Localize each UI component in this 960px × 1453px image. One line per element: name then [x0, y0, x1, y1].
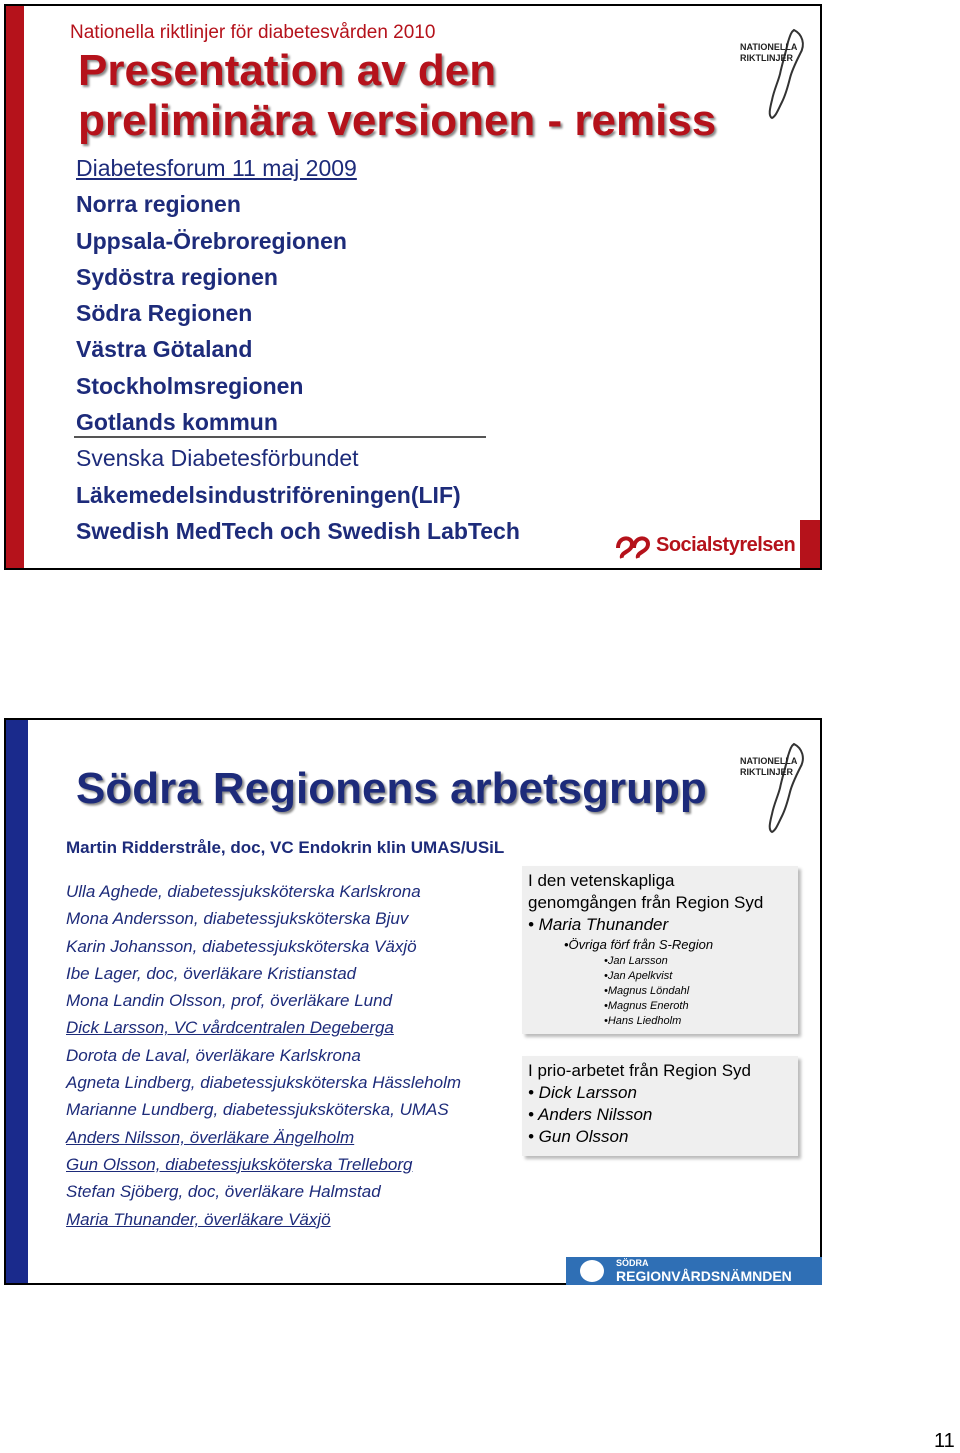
socialstyrelsen-logo — [614, 528, 796, 562]
slide-title: Södra Regionens arbetsgrupp — [76, 764, 707, 813]
list-item: Norra regionen — [76, 191, 241, 218]
list-item: Karin Johansson, diabetessjuksköterska Växjö — [66, 936, 417, 956]
prioritization-box — [522, 1056, 798, 1156]
list-item: Gun Olsson, diabetessjuksköterska Trelleborg — [66, 1154, 413, 1174]
socialstyrelsen-wordmark: Socialstyrelsen — [656, 534, 796, 556]
group-lead: Martin Ridderstråle, doc, VC Endokrin klin UMAS/USiL — [66, 838, 505, 857]
region-logo-text: SÖDRA — [616, 1258, 649, 1268]
slide-title-line2: preliminära versionen - remiss — [78, 96, 717, 145]
list-item: Diabetesforum 11 maj 2009 — [76, 155, 357, 181]
slide-presentation — [4, 4, 822, 570]
slide-corner-bar — [800, 520, 820, 568]
list-item: Maria Thunander, överläkare Växjö — [66, 1209, 331, 1229]
slide-side-bar — [6, 720, 28, 1283]
box-name: • Dick Larsson — [528, 1083, 637, 1102]
list-item: Stefan Sjöberg, doc, överläkare Halmstad — [66, 1182, 381, 1202]
list-item: Västra Götaland — [76, 336, 253, 363]
box-name: •Jan Apelkvist — [604, 970, 673, 982]
list-item: Läkemedelsindustriföreningen(LIF) — [76, 481, 461, 508]
page-number: 11 — [934, 1430, 955, 1452]
logo-text: RIKTLINJER — [740, 767, 794, 777]
nationella-riktlinjer-logo — [736, 736, 816, 836]
socialstyrelsen-emblem-icon — [614, 528, 652, 560]
list-item: Dorota de Laval, överläkare Karlskrona — [66, 1045, 361, 1065]
box-heading: I den vetenskapliga — [528, 871, 675, 890]
participant-list — [76, 150, 520, 549]
sweden-map-icon — [736, 736, 816, 836]
slide-side-bar — [6, 6, 24, 568]
box-name: • Anders Nilsson — [528, 1105, 653, 1124]
region-emblem-icon — [580, 1260, 604, 1282]
list-item: Uppsala-Örebroregionen — [76, 227, 347, 254]
list-item: Dick Larsson, VC vårdcentralen Degeberga — [66, 1018, 394, 1038]
logo-text: NATIONELLA — [740, 756, 798, 766]
box-main-name: • Maria Thunander — [528, 915, 669, 934]
scientific-review-box — [522, 866, 798, 1034]
logo-text: RIKTLINJER — [740, 53, 794, 63]
list-item: Stockholmsregionen — [76, 372, 304, 399]
list-item: Mona Andersson, diabetessjuksköterska Bjuv — [66, 909, 409, 929]
box-name: •Magnus Eneroth — [604, 1000, 689, 1012]
list-item: Agneta Lindberg, diabetessjuksköterska Hässleholm — [66, 1073, 462, 1093]
slide-arbetsgrupp — [4, 718, 822, 1285]
slide-pretitle: Nationella riktlinjer för diabetesvården 2010 — [70, 22, 436, 43]
slide-title — [78, 46, 716, 146]
box-name: •Hans Liedholm — [604, 1015, 682, 1027]
box-name: • Gun Olsson — [528, 1127, 629, 1146]
box-heading: I prio-arbetet från Region Syd — [528, 1061, 752, 1080]
list-item: Anders Nilsson, överläkare Ängelholm — [66, 1127, 355, 1147]
list-item: Marianne Lundberg, diabetessjuksköterska, UMAS — [66, 1100, 449, 1120]
sweden-map-icon — [736, 22, 816, 122]
list-item: Sydöstra regionen — [76, 263, 278, 290]
list-item: Södra Regionen — [76, 300, 253, 327]
list-item: Svenska Diabetesförbundet — [76, 445, 359, 472]
box-name: •Jan Larsson — [604, 955, 668, 967]
regionvardsnamnden-logo — [566, 1257, 822, 1285]
box-subheading: •Övriga förf från S-Region — [564, 937, 714, 952]
nationella-riktlinjer-logo — [736, 22, 816, 122]
list-item: Swedish MedTech och Swedish LabTech — [76, 517, 520, 544]
slide-title-line1: Presentation av den — [78, 46, 497, 95]
member-list — [66, 878, 461, 1233]
list-item: Ibe Lager, doc, överläkare Kristianstad — [66, 963, 357, 983]
box-heading: genomgången från Region Syd — [528, 893, 764, 912]
list-item: Ulla Aghede, diabetessjuksköterska Karlskrona — [66, 882, 421, 901]
logo-text: NATIONELLA — [740, 42, 798, 52]
divider — [74, 436, 486, 438]
list-item: Gotlands kommun — [76, 409, 278, 436]
box-name: •Magnus Löndahl — [604, 985, 690, 997]
region-logo-text: REGIONVÅRDSNÄMNDEN — [616, 1268, 792, 1284]
list-item: Mona Landin Olsson, prof, överläkare Lund — [66, 991, 393, 1011]
